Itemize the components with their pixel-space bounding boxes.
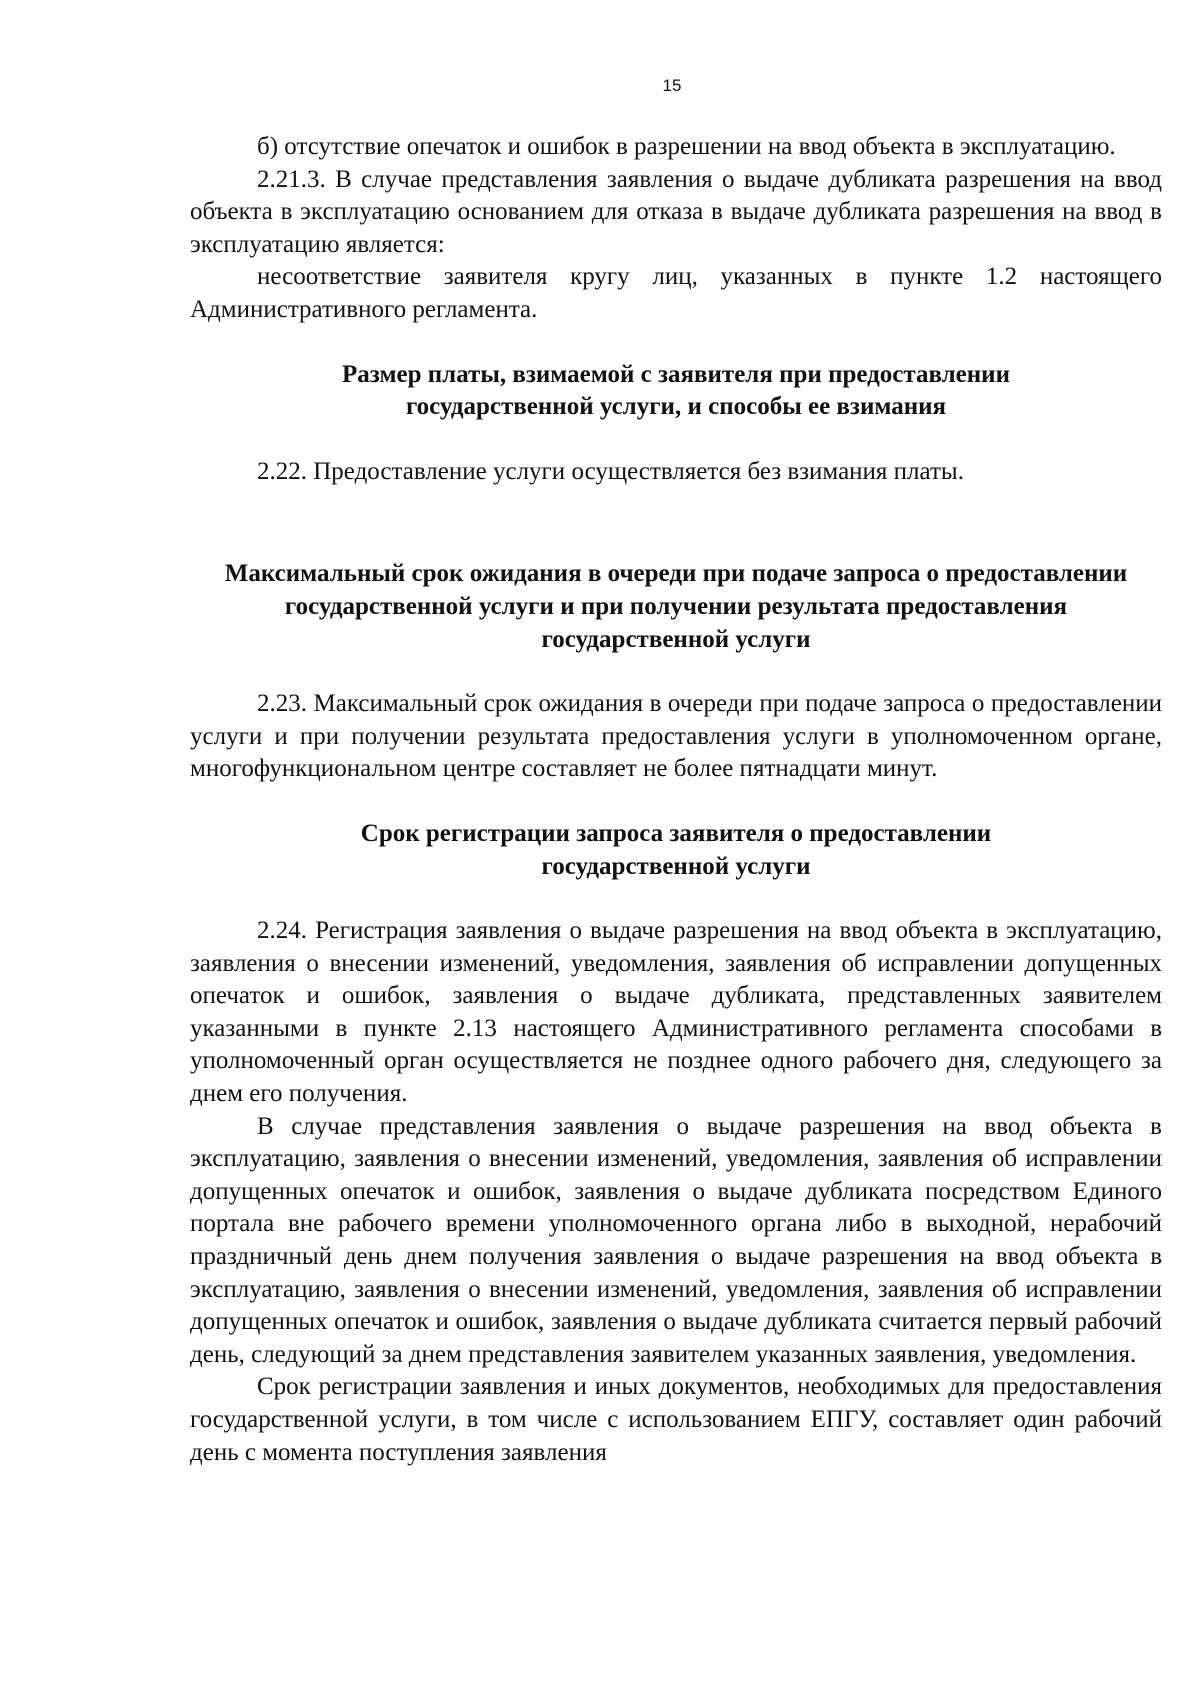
- paragraph-2-21-3: 2.21.3. В случае представления заявления о выдаче дубликата разрешения на ввод объекта в эксплуатацию основанием для отказа в выдаче дубликата разрешения на ввод в эксплуатацию является:: [190, 165, 1162, 258]
- paragraph-2-22: 2.22. Предоставление услуги осуществляется без взимания платы.: [257, 457, 964, 485]
- paragraph-2-23: 2.23. Максимальный срок ожидания в очереди при подаче запроса о предоставлении услуги и при получении результата предоставления услуги в уполномоченном органе, многофункциональном центре составляет не более пятнадцати минут.: [190, 690, 1162, 783]
- paragraph-2-24: 2.24. Регистрация заявления о выдаче разрешения на ввод объекта в эксплуатацию, заявления о внесении изменений, уведомления, заявления об исправлении допущенных опечаток и ошибок, заявления о выдаче дубликата, представленных заявителем указанными в пункте 2.13 настоящего Административного регламента способами в уполномоченный орган осуществляется не позднее одного рабочего дня, следующего за днем его получения.: [190, 917, 1162, 1108]
- paragraph-registration-period: Срок регистрации заявления и иных документов, необходимых для предоставления государственной услуги, в том числе с использованием ЕПГУ, составляет один рабочий день с момента поступления заявления: [190, 1373, 1162, 1466]
- heading-registration-term: Срок регистрации запроса заявителя о предоставлении государственной услуги: [360, 819, 992, 880]
- document-body: [190, 131, 1162, 1469]
- paragraph-b-no-typos: б) отсутствие опечаток и ошибок в разрешении на ввод объекта в эксплуатацию.: [257, 133, 1116, 160]
- heading-fee-amount: Размер платы, взимаемой с заявителя при предоставлении государственной услуги, и способы ее взимания: [342, 360, 1010, 421]
- paragraph-portal-submission: В случае представления заявления о выдаче разрешения на ввод объекта в эксплуатацию, заявления о внесении изменений, уведомления, заявления об исправлении допущенных опечаток и ошибок, заявления о выдаче дубликата посредством Единого портала вне рабочего времени уполномоченного органа либо в выходной, нерабочий праздничный день днем получения заявления о выдаче разрешения на ввод объекта в эксплуатацию, заявления о внесении изменений, уведомления, заявления об исправлении допущенных опечаток и ошибок, заявления о выдаче дубликата считается первый рабочий день, следующий за днем представления заявителем указанных заявления, уведомления.: [190, 1112, 1162, 1368]
- heading-max-waiting-time: Максимальный срок ожидания в очереди при подаче запроса о предоставлении государственной услуги и при получении результата предоставления государственной услуги: [224, 560, 1128, 653]
- paragraph-applicant-mismatch: несоответствие заявителя кругу лиц, указанных в пункте 1.2 настоящего Административного регламента.: [190, 263, 1162, 323]
- page-number: 15: [662, 76, 682, 95]
